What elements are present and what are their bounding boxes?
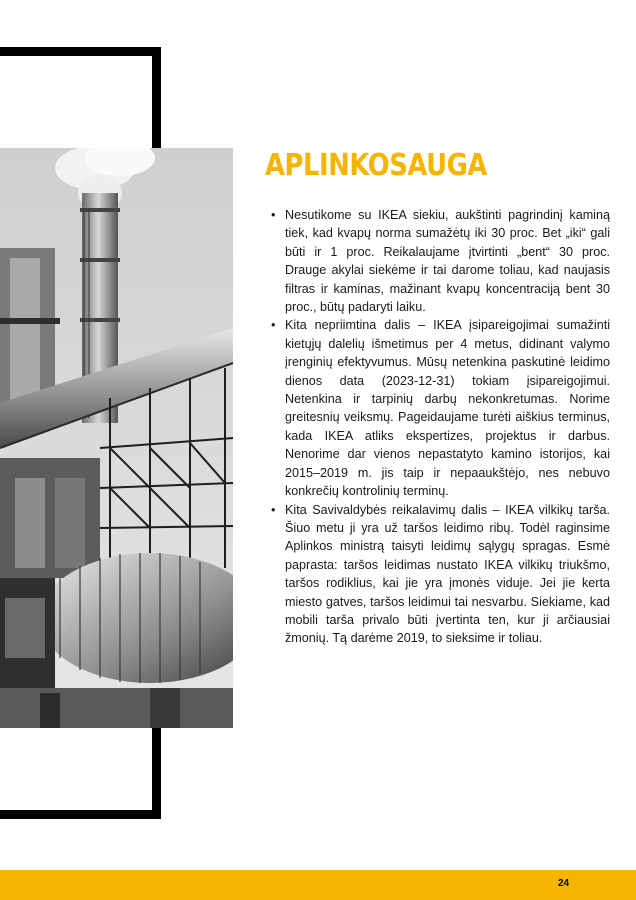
industrial-plant-photo [0,148,233,728]
list-item: • Kita nepriimtina dalis – IKEA įsipareigojimai sumažinti kietųjų dalelių išmetimus per 4 metus, didinant valymo įrenginių efektyvumus. Mūsų netenkina paskutinė leidimo dienos data (2023-12-31) tokiam įsipareigojimui. Netenkina ir tarpinių darbų nekonkretumas. Norime greitesnių veiksmų. Pageidaujame turėti aiškius terminus, kada IKEA atliks ekspertizes, projektus ir darbus. Nenorime dar vienos nepastatyto kamino istorijos, kai 2015–2019 m. jis taip ir nepaaukštėjo, nes nebuvo konkrečių kontrolinių terminų. [271,316,610,500]
page-title: APLINKOSAUGA [265,148,487,183]
footer-bar [0,870,636,900]
list-item: • Kita Savivaldybės reikalavimų dalis – IKEA vilkikų tarša. Šiuo metu ji yra už taršos leidimo ribų. Todėl raginsime Aplinkos ministrą taisyti leidimų sąlygų spragas. Esmė paprasta: taršos leidimas nustato IKEA vilkikų triukšmo, taršos rodiklius, kai jie yra įmonės viduje. Jei jie kerta miesto gatves, taršos leidimui tai nesvarbu. Siekiame, kad mobili tarša privalo būti įvertinta ten, kur ji arčiausiai žmonių. Tą darėme 2019, to sieksime ir toliau. [271,501,610,648]
bullet-list [271,206,610,648]
page-number: 24 [558,878,570,889]
list-item: • Nesutikome su IKEA siekiu, aukštinti pagrindinį kaminą tiek, kad kvapų norma sumažėtų iki 30 proc. Bet „iki“ gali būti ir 1 proc. Reikalaujame įtvirtinti „bent“ 30 proc. Drauge akylai siekėme ir tai darome toliau, kad naujasis filtras ir kaminas, mažinant kvapų koncentraciją bent 30 proc., būtų padaryti laiku. [271,206,610,316]
